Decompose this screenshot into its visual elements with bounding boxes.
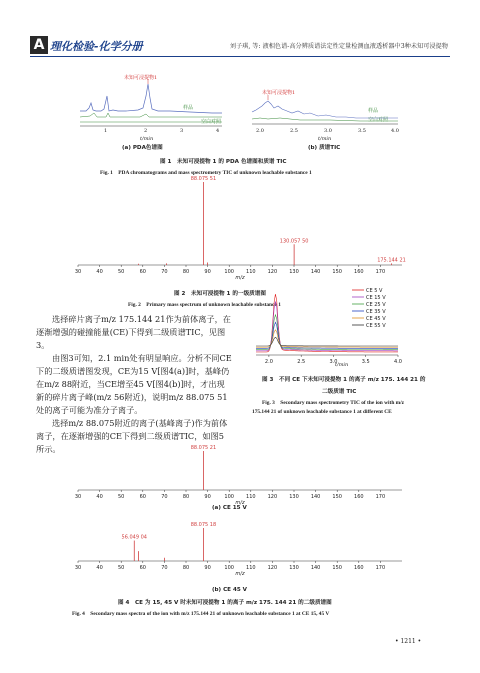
- fig4b-tick-label-0: 30: [74, 565, 82, 571]
- fig2-tick-label-10: 130: [289, 269, 299, 275]
- fig4b-tick-label-8: 110: [246, 565, 256, 571]
- fig1a-subcaption: (a) PDA色谱图: [122, 145, 163, 151]
- fig2-xlabel: m/z: [235, 275, 245, 281]
- fig1b-unknown-label: 未知可浸提物1: [262, 90, 296, 96]
- fig4b-tick-label-12: 150: [332, 565, 342, 571]
- fig4a-tick-label-3: 60: [139, 494, 146, 500]
- fig4-caption-cn: 图 4 CE 为 15, 45 V 时未知可浸提物 1 的离子 m/z 175. 144 21 的二级质谱图: [118, 600, 332, 606]
- fig4a-tick-label-9: 120: [267, 494, 278, 500]
- fig1b-xunit: t/min: [318, 136, 332, 142]
- fig4a-tick-label-2: 50: [118, 494, 125, 500]
- fig4b-tick-label-5: 80: [182, 565, 190, 571]
- fig4a-tick-label-8: 110: [246, 494, 256, 500]
- fig4a-tick-label-5: 80: [182, 494, 190, 500]
- fig1a-tick-2: 2: [144, 128, 148, 134]
- fig1-caption-en: Fig. 1 PDA chromatograms and mass spectrometry TIC of unknown leachable substance 1: [100, 170, 312, 176]
- fig4b-subcaption: (b) CE 45 V: [212, 587, 247, 593]
- fig3-caption-en-line1: Fig. 3 Secondary mass spectrometry TIC of the ion with m/z: [262, 400, 405, 406]
- fig1b-sample-label: 样品: [368, 108, 379, 114]
- fig1b-subcaption: (b) 质谱TIC: [308, 145, 341, 151]
- fig2-peak-label-2: 175.144 21: [377, 257, 406, 264]
- fig4b-peak-label-0: 88.075 18: [190, 522, 217, 528]
- fig4b-tick-label-1: 40: [96, 565, 103, 571]
- fig2-tick-label-6: 90: [204, 269, 211, 275]
- fig2-tick-label-2: 50: [118, 269, 125, 275]
- fig4b-tick-label-14: 170: [375, 565, 386, 571]
- fig4b-tick-label-3: 60: [139, 565, 146, 571]
- fig4a-tick-label-12: 150: [332, 494, 342, 500]
- fig4a-tick-label-4: 70: [161, 494, 168, 500]
- fig1a-tick-1: 1: [104, 128, 108, 134]
- fig4b-tick-label-2: 50: [118, 565, 125, 571]
- fig3-tick-label-3: 3.5: [361, 359, 370, 365]
- fig3-tick-label-4: 4.0: [394, 359, 402, 365]
- running-title: 刘子琪, 等: 液相色谱-高分辨质谱法定性定量检测血液透析器中3种未知可浸提物: [229, 43, 448, 50]
- journal-title: 理化检验-化学分册: [50, 40, 143, 53]
- fig1a-xunit: t/min: [140, 136, 154, 142]
- fig4b-tick-label-9: 120: [267, 565, 278, 571]
- fig4b-tick-label-10: 130: [289, 565, 299, 571]
- fig2-peak-label-0: 88.075 51: [190, 176, 217, 182]
- fig4a-tick-label-13: 160: [354, 494, 364, 500]
- fig2-tick-label-11: 140: [310, 269, 321, 275]
- fig1a-tick-3: 3: [180, 128, 184, 134]
- fig2-tick-label-5: 80: [182, 269, 190, 275]
- fig2-peak-label-1: 130.057 50: [279, 238, 309, 245]
- paragraph-1: 选择碎片离子m/z 175.144 21作为前体离子，在逐渐增强的碰撞能量(CE)下得到二级质谱TIC，见图3。: [36, 314, 231, 350]
- paragraph-2: 由图3可知，2.1 min处有明显响应。分析不同CE下的二级质谱图发现，CE为15 V[图4(a)]时，基峰仍在m/z 88附近，当CE增至45 V[图4(b)]时，才出现新的碎片离子峰(m/z 56附近)，说明m/z 88.075 51处的离子可能为准分子离子。: [36, 353, 232, 415]
- fig1b-tick-2: 2.5: [290, 128, 298, 134]
- fig3-legend-label-0: CE 5 V: [366, 288, 383, 294]
- fig2-tick-label-8: 110: [246, 269, 256, 275]
- fig4a-tick-label-1: 40: [96, 494, 103, 500]
- fig2-tick-label-0: 30: [74, 269, 82, 275]
- fig4a-tick-label-0: 30: [74, 494, 82, 500]
- fig4a-tick-label-10: 130: [289, 494, 299, 500]
- fig4a-tick-label-6: 90: [204, 494, 211, 500]
- fig1b-blank-label: 空白对照: [368, 117, 389, 123]
- fig1b-tick-3: 3.0: [324, 128, 332, 134]
- fig1a-blank-label: 空白对照: [201, 119, 222, 125]
- paragraph-3: 选择m/z 88.075附近的离子(基峰离子)作为前体离子，在逐渐增强的CE下得到二级质谱TIC，如图5所示。: [36, 418, 228, 454]
- fig3-caption-en-line2: 175.144 21 of unknown leachable substance 1 at different CE: [252, 409, 392, 415]
- fig4a-tick-label-7: 100: [224, 494, 234, 500]
- fig1b-tick-5: 4.0: [391, 128, 399, 134]
- fig3-tick-label-2: 3.0: [329, 359, 338, 365]
- fig3-legend-label-3: CE 35 V: [366, 309, 386, 315]
- fig3-caption-cn-line2: 二级质谱 TIC: [322, 389, 357, 395]
- fig3-legend-label-4: CE 45 V: [366, 316, 386, 322]
- page-number: • 1211 •: [395, 638, 422, 645]
- fig2-tick-label-14: 170: [375, 269, 386, 275]
- fig3-legend-label-5: CE 55 V: [366, 323, 386, 329]
- fig3-xunit: t/min: [335, 362, 349, 368]
- fig2-caption-cn: 图 2 未知可浸提物 1 的一级质谱图: [174, 291, 266, 297]
- fig2-tick-label-1: 40: [96, 269, 103, 275]
- fig4-caption-en: Fig. 4 Secondary mass spectra of the ion with m/z 175.144 21 of unknown leachable substance 1 at CE 15, 45 V: [72, 611, 330, 617]
- fig1-caption-cn: 图 1 未知可浸提物 1 的 PDA 色谱图和质谱 TIC: [160, 159, 287, 165]
- fig2-tick-label-9: 120: [267, 269, 278, 275]
- fig1a-tick-4: 4: [216, 128, 220, 134]
- fig1a-unknown-label: 未知可浸提物1: [124, 75, 158, 81]
- fig2-tick-label-7: 100: [224, 269, 234, 275]
- fig4a-xlabel: m/z: [235, 500, 245, 506]
- fig3-legend-label-1: CE 15 V: [366, 295, 386, 301]
- fig2-tick-label-4: 70: [161, 269, 168, 275]
- fig3-tick-label-0: 2.0: [264, 359, 273, 365]
- fig4b-tick-label-4: 70: [161, 565, 168, 571]
- fig3-legend-label-2: CE 25 V: [366, 302, 386, 308]
- fig4a-peak-label-0: 88.075 21: [190, 445, 217, 451]
- fig1b-tick-1: 2.0: [256, 128, 264, 134]
- fig2-tick-label-3: 60: [139, 269, 146, 275]
- fig1b-tick-4: 3.5: [358, 128, 366, 134]
- fig1a-sample-label: 样品: [183, 105, 194, 111]
- fig3-tick-label-1: 2.5: [297, 359, 306, 365]
- fig2-caption-en: Fig. 2 Primary mass spectrum of unknown leachable substance 1: [128, 302, 281, 308]
- fig4b-tick-label-6: 90: [204, 565, 211, 571]
- fig2-tick-label-12: 150: [332, 269, 342, 275]
- fig4b-tick-label-7: 100: [224, 565, 234, 571]
- fig4a-tick-label-11: 140: [310, 494, 321, 500]
- fig4b-tick-label-11: 140: [310, 565, 321, 571]
- fig4b-xlabel: m/z: [235, 571, 245, 577]
- fig2-tick-label-13: 160: [354, 269, 364, 275]
- fig3-caption-cn-line1: 图 3 不同 CE 下未知可浸提物 1 的离子 m/z 175. 144 21 的: [262, 377, 426, 383]
- fig4b-peak-label-1: 56.049 04: [121, 534, 147, 541]
- fig4b-tick-label-13: 160: [354, 565, 364, 571]
- fig4a-subcaption: (a) CE 15 V: [212, 505, 247, 511]
- fig4a-tick-label-14: 170: [375, 494, 386, 500]
- journal-logo: A: [30, 36, 48, 54]
